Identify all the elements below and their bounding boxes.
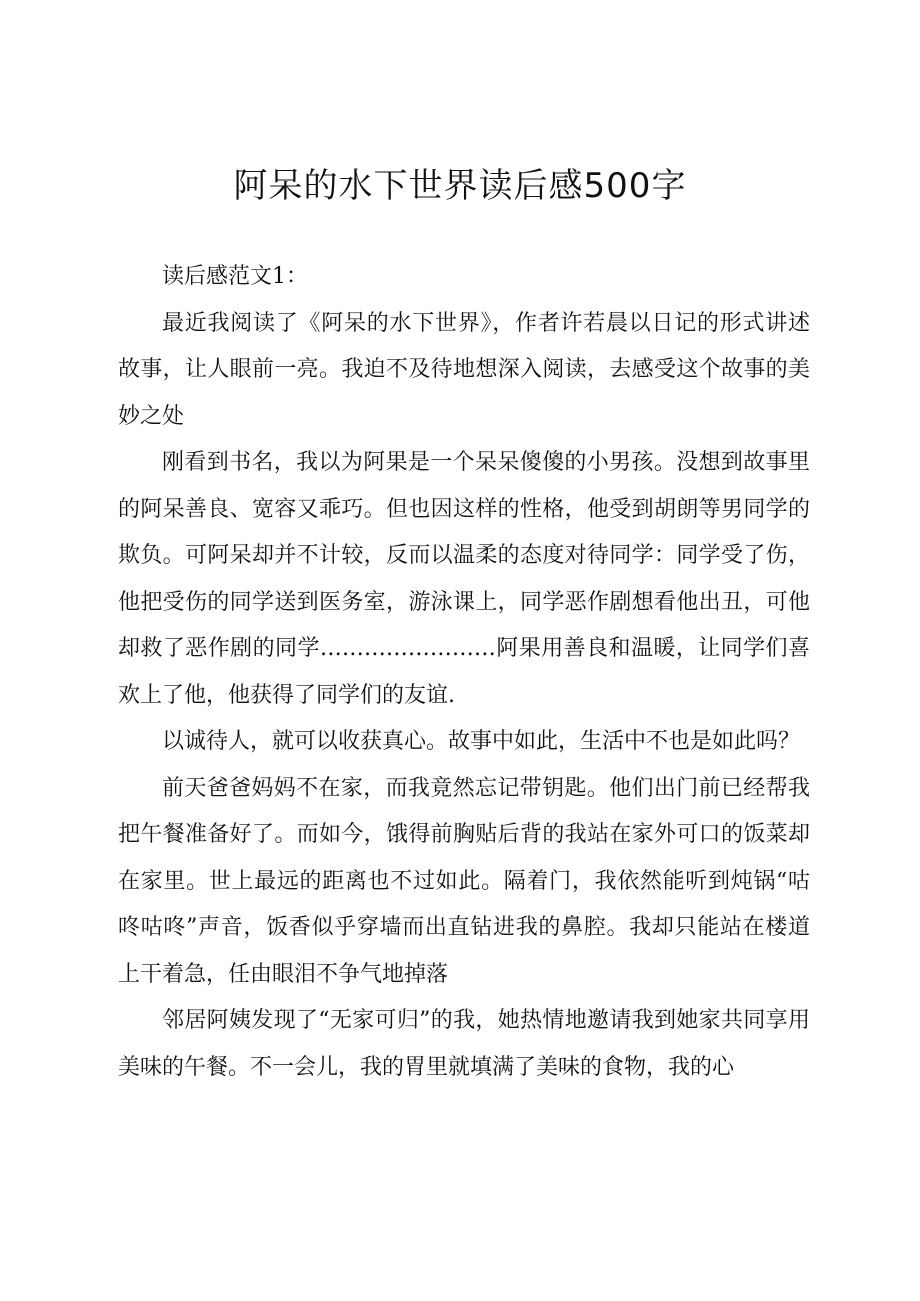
- paragraph: 邻居阿姨发现了“无家可归”的我，她热情地邀请我到她家共同享用美味的午餐。不一会儿，我的胃里就填满了美味的食物，我的心: [118, 1008, 810, 1080]
- paragraph: 前天爸爸妈妈不在家，而我竟然忘记带钥匙。他们出门前已经帮我把午餐准备好了。而如今，饿得前胸贴后背的我站在家外可口的饭菜却在家里。世上最远的距离也不过如此。隔着门，我依然能听到炖锅“咕咚咕咚”声音，饭香似乎穿墙而出直钻进我的鼻腔。我却只能站在楼道上干着急，任由眼泪不争气地掉落: [118, 775, 810, 987]
- document-body: [118, 254, 810, 1091]
- paragraph: 最近我阅读了《阿呆的水下世界》，作者许若晨以日记的形式讲述故事，让人眼前一亮。我迫不及待地想深入阅读，去感受这个故事的美妙之处: [118, 310, 810, 429]
- document-title: 阿呆的水下世界读后感500字: [233, 166, 687, 206]
- paragraph-heading: 读后感范文1：: [162, 264, 308, 289]
- paragraph: 以诚待人，就可以收获真心。故事中如此，生活中不也是如此吗？: [162, 729, 801, 754]
- paragraph: 刚看到书名，我以为阿果是一个呆呆傻傻的小男孩。没想到故事里的阿呆善良、宽容又乖巧。但也因这样的性格，他受到胡朗等男同学的欺负。可阿呆却并不计较，反而以温柔的态度对待同学：同学受了伤，他把受伤的同学送到医务室，游泳课上，同学恶作剧想看他出丑，可他却救了恶作剧的同学……………………阿果用善良和温暖，让同学们喜欢上了他，他获得了同学们的友谊.: [118, 450, 810, 708]
